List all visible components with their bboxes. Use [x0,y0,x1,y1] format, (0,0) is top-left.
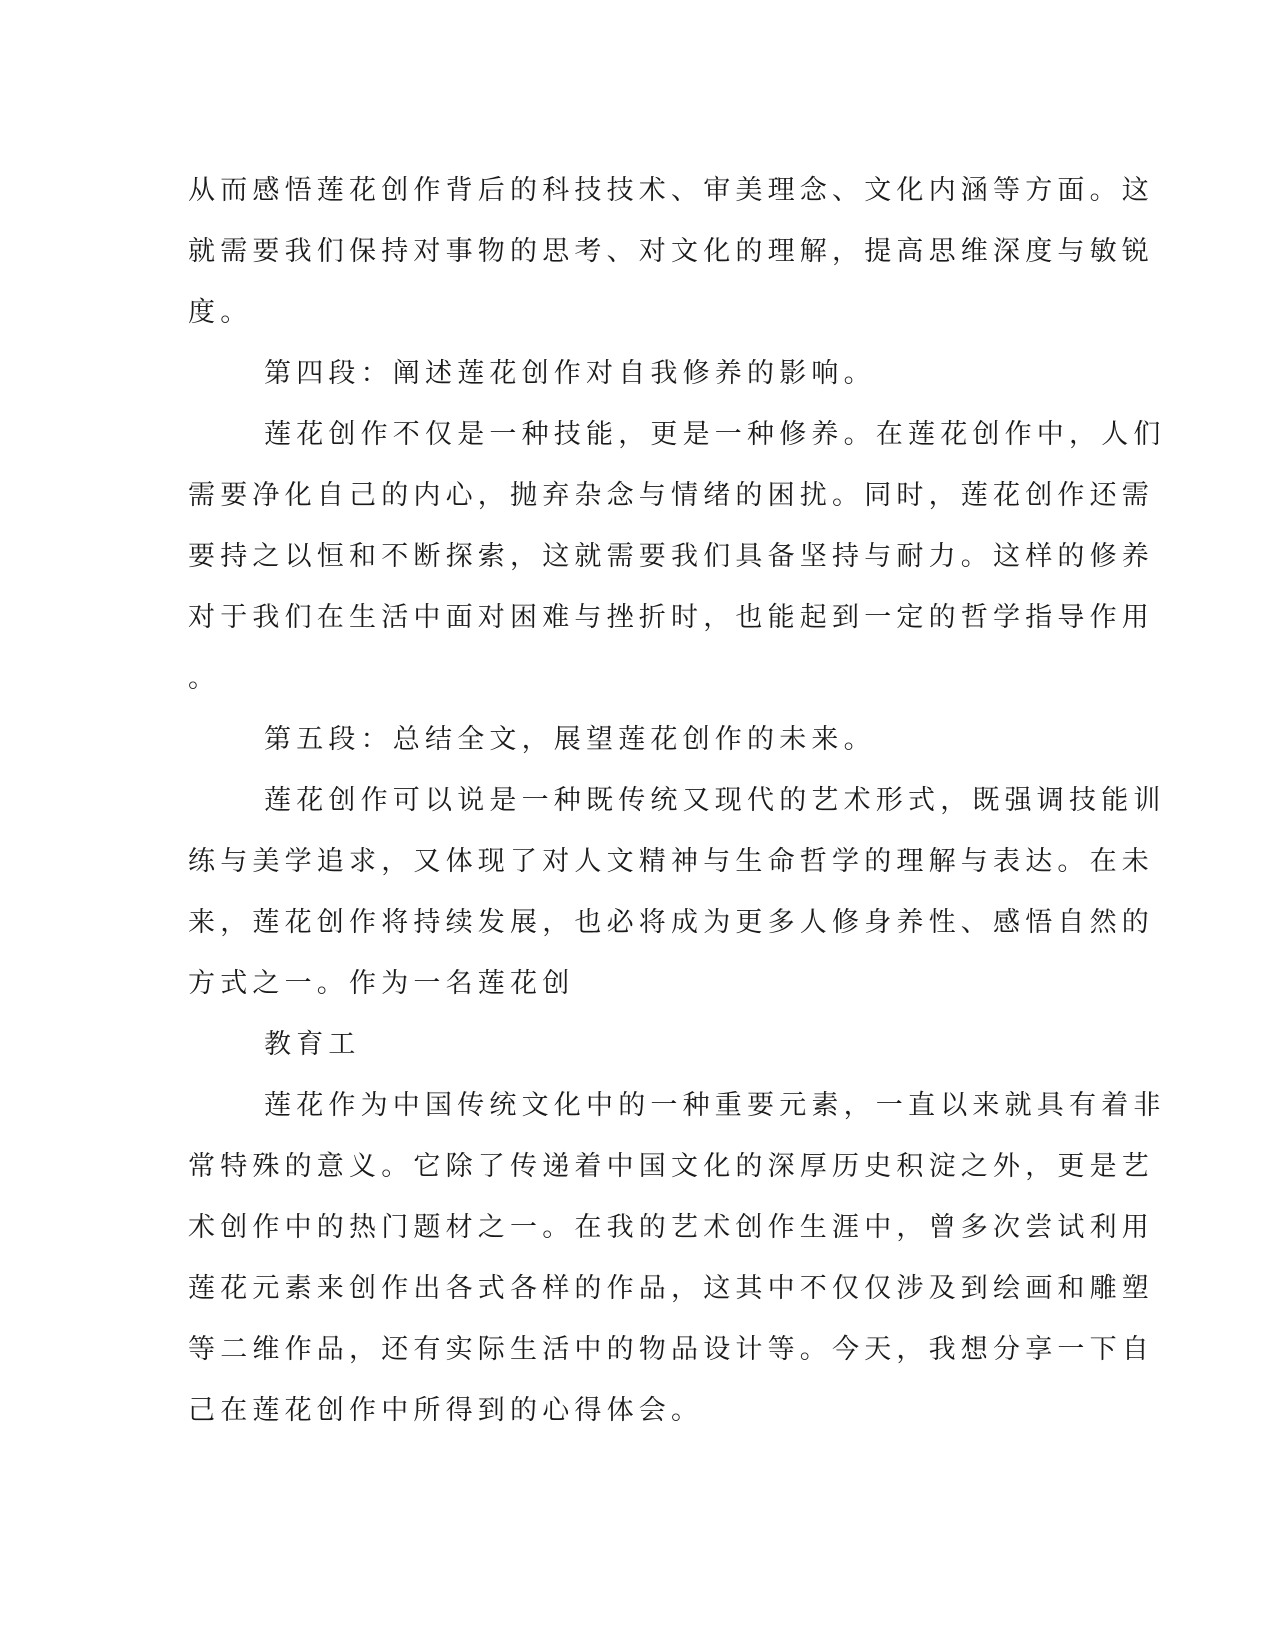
text-line: 常特殊的意义。它除了传递着中国文化的深厚历史积淀之外，更是艺 [188,1151,1154,1182]
text-line: 方式之一。作为一名莲花创 [188,968,575,999]
text-line: 等二维作品，还有实际生活中的物品设计等。今天，我想分享一下自 [188,1334,1154,1365]
text-line: 莲花作为中国传统文化中的一种重要元素，一直以来就具有着非 [264,1090,1166,1121]
text-line: 术创作中的热门题材之一。在我的艺术创作生涯中，曾多次尝试利用 [188,1212,1154,1243]
text-line: 来，莲花创作将持续发展，也必将成为更多人修身养性、感悟自然的 [188,907,1154,938]
text-line: 莲花创作不仅是一种技能，更是一种修养。在莲花创作中，人们 [264,419,1166,450]
text-line: 莲花创作可以说是一种既传统又现代的艺术形式，既强调技能训 [264,785,1166,816]
text-line: 就需要我们保持对事物的思考、对文化的理解，提高思维深度与敏锐 [188,236,1154,267]
text-line: 要持之以恒和不断探索，这就需要我们具备坚持与耐力。这样的修养 [188,541,1154,572]
section-heading-5: 第五段：总结全文，展望莲花创作的未来。 [264,724,876,755]
text-line: 莲花元素来创作出各式各样的作品，这其中不仅仅涉及到绘画和雕塑 [188,1273,1154,1304]
text-line: 需要净化自己的内心，抛弃杂念与情绪的困扰。同时，莲花创作还需 [188,480,1154,511]
text-line: 从而感悟莲花创作背后的科技技术、审美理念、文化内涵等方面。这 [188,175,1154,206]
document-body [188,160,1166,1441]
section-title: 教育工 [264,1029,361,1060]
text-line: 。 [188,663,221,694]
text-line: 度。 [188,297,253,328]
text-line: 对于我们在生活中面对困难与挫折时，也能起到一定的哲学指导作用 [188,602,1154,633]
text-line: 练与美学追求，又体现了对人文精神与生命哲学的理解与表达。在未 [188,846,1154,877]
text-line: 己在莲花创作中所得到的心得体会。 [188,1395,704,1426]
section-heading-4: 第四段：阐述莲花创作对自我修养的影响。 [264,358,876,389]
